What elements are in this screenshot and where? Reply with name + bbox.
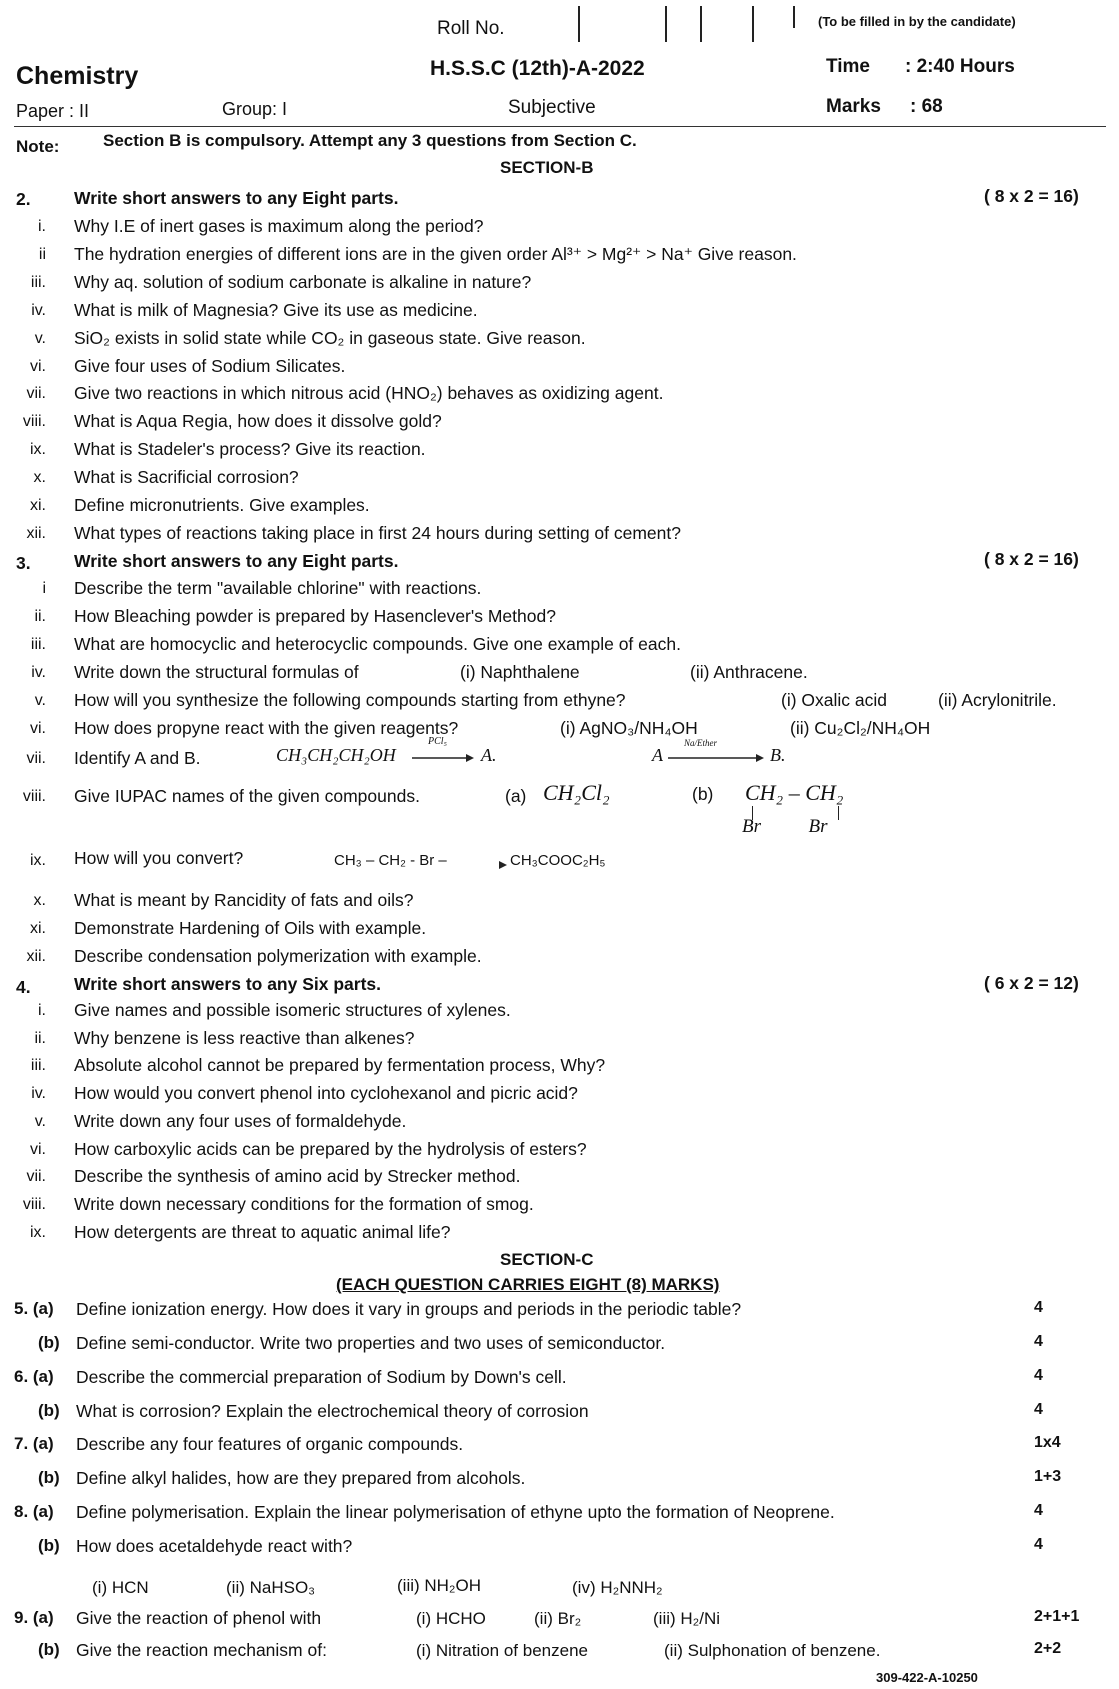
q3-part-6-num: vi. bbox=[30, 720, 46, 737]
q2-part-3-num: iii. bbox=[30, 273, 46, 291]
q2-part-1-num: i. bbox=[38, 218, 46, 235]
q3-part-2-num: ii. bbox=[34, 608, 46, 625]
q4-part-6-num: vi. bbox=[30, 1140, 46, 1158]
q4-number: 4. bbox=[16, 977, 31, 997]
q3-part-10-num: x. bbox=[33, 892, 46, 909]
q3-part-4-num: iv. bbox=[31, 664, 46, 681]
q8a-number: 8. (a) bbox=[14, 1502, 54, 1521]
q3-part-9: How will you convert? bbox=[74, 848, 244, 868]
subject-title: Chemistry bbox=[16, 62, 139, 90]
q3-part-11-num: xi. bbox=[30, 920, 46, 937]
q9b-opt-1: (i) Nitration of benzene bbox=[416, 1641, 588, 1660]
q3-part-1-num: i bbox=[42, 580, 46, 597]
q3-part-12: Describe condensation polymerization with example. bbox=[74, 946, 482, 966]
q8b-opt-4: (iv) H₂NNH₂ bbox=[572, 1578, 663, 1597]
q5b-number: (b) bbox=[38, 1333, 60, 1352]
q2-part-5-num: v. bbox=[34, 329, 46, 347]
note-text: Section B is compulsory. Attempt any 3 questions from Section C. bbox=[103, 131, 637, 150]
q8a-text: Define polymerisation. Explain the linear polymerisation of ethyne upto the formation of Neoprene. bbox=[76, 1502, 835, 1522]
q2-part-12-num: xii. bbox=[26, 524, 46, 542]
roll-note: (To be filled in by the candidate) bbox=[818, 14, 1016, 29]
q3-part-5-b: (ii) Acrylonitrile. bbox=[938, 690, 1057, 710]
paper-type: Subjective bbox=[508, 97, 596, 118]
q3-part-6: How does propyne react with the given reagents? bbox=[74, 718, 459, 738]
q4-part-2-num: ii. bbox=[34, 1029, 46, 1047]
q4-part-2: Why benzene is less reactive than alkenes? bbox=[74, 1027, 415, 1048]
time-value: : 2:40 Hours bbox=[905, 56, 1015, 77]
q9a-opt-2: (ii) Br₂ bbox=[534, 1609, 582, 1628]
roll-box-2 bbox=[665, 6, 667, 42]
section-c-title: SECTION-C bbox=[500, 1250, 594, 1269]
q3-part-5: How will you synthesize the following compounds starting from ethyne? bbox=[74, 690, 626, 710]
q3-part-6-a: (i) AgNO₃/NH₄OH bbox=[560, 718, 698, 738]
q2-part-8-num: viii. bbox=[22, 413, 46, 431]
q2-part-8: What is Aqua Regia, how does it dissolve gold? bbox=[74, 411, 442, 432]
q6a-text: Describe the commercial preparation of Sodium by Down's cell. bbox=[76, 1367, 567, 1387]
q9a-text: Give the reaction of phenol with bbox=[76, 1608, 322, 1628]
q3-part-7-reactant-2: A bbox=[652, 745, 663, 765]
q3-part-3: What are homocyclic and heterocyclic compounds. Give one example of each. bbox=[74, 634, 681, 654]
q4-part-8: Write down necessary conditions for the formation of smog. bbox=[74, 1193, 534, 1214]
q5a-number: 5. (a) bbox=[14, 1299, 54, 1318]
q3-part-8-num: viii. bbox=[22, 788, 46, 805]
q2-part-10: What is Sacrificial corrosion? bbox=[74, 467, 299, 488]
q3-part-2: How Bleaching powder is prepared by Hasenclever's Method? bbox=[74, 606, 556, 626]
q3-part-7-reagent-2: Na/Ether bbox=[684, 738, 717, 748]
q2-part-4: What is milk of Magnesia? Give its use as medicine. bbox=[74, 299, 478, 320]
q4-part-3: Absolute alcohol cannot be prepared by fermentation process, Why? bbox=[74, 1055, 606, 1076]
q3-part-8-b-top: CH₂ – CH₂ bbox=[745, 780, 844, 805]
q2-part-9: What is Stadeler's process? Give its reaction. bbox=[74, 439, 426, 460]
q3-part-12-num: xii. bbox=[26, 948, 46, 965]
marks-label: Marks bbox=[826, 96, 881, 117]
q4-part-6: How carboxylic acids can be prepared by the hydrolysis of esters? bbox=[74, 1138, 587, 1159]
q3-part-4: Write down the structural formulas of bbox=[74, 662, 359, 682]
q3-part-4-b: (ii) Anthracene. bbox=[690, 662, 808, 682]
time-label: Time bbox=[826, 56, 871, 77]
q7b-text: Define alkyl halides, how are they prepared from alcohols. bbox=[76, 1468, 526, 1488]
q7a-marks: 1x4 bbox=[1034, 1434, 1061, 1451]
arrow-right-icon bbox=[668, 753, 764, 763]
q2-part-4-num: iv. bbox=[31, 301, 46, 319]
q3-part-5-a: (i) Oxalic acid bbox=[781, 690, 887, 710]
arrow-right-icon bbox=[412, 753, 474, 763]
q3-part-9-num: ix. bbox=[30, 852, 46, 869]
q9b-text: Give the reaction mechanism of: bbox=[76, 1640, 327, 1660]
q3-heading: Write short answers to any Eight parts. bbox=[74, 551, 399, 571]
q3-part-5-num: v. bbox=[34, 692, 46, 709]
q2-number: 2. bbox=[16, 189, 31, 209]
q2-part-6: Give four uses of Sodium Silicates. bbox=[74, 355, 346, 376]
q9a-marks: 2+1+1 bbox=[1034, 1608, 1080, 1625]
q9b-marks: 2+2 bbox=[1034, 1640, 1062, 1657]
q4-part-4: How would you convert phenol into cyclohexanol and picric acid? bbox=[74, 1083, 578, 1104]
q4-part-5: Write down any four uses of formaldehyde. bbox=[74, 1110, 407, 1131]
q3-part-8-a-label: (a) bbox=[505, 786, 527, 806]
q3-part-1: Describe the term "available chlorine" with reactions. bbox=[74, 578, 482, 598]
q3-part-9-from: CH₃ – CH₂ - Br – bbox=[334, 852, 447, 869]
q3-part-11: Demonstrate Hardening of Oils with example. bbox=[74, 918, 427, 938]
q2-part-5: SiO₂ exists in solid state while CO₂ in gaseous state. Give reason. bbox=[74, 327, 586, 348]
footer-code: 309-422-A-10250 bbox=[876, 1670, 978, 1685]
q5a-marks: 4 bbox=[1034, 1299, 1043, 1316]
q4-part-4-num: iv. bbox=[31, 1085, 46, 1103]
q2-part-1: Why I.E of inert gases is maximum along the period? bbox=[74, 216, 484, 236]
q4-part-3-num: iii. bbox=[30, 1057, 46, 1075]
q9a-opt-1: (i) HCHO bbox=[416, 1609, 486, 1628]
q5b-text: Define semi-conductor. Write two properties and two uses of semiconductor. bbox=[76, 1333, 666, 1353]
q4-part-7: Describe the synthesis of amino acid by Strecker method. bbox=[74, 1166, 521, 1187]
q8b-number: (b) bbox=[38, 1536, 60, 1555]
q2-part-6-num: vi. bbox=[30, 357, 46, 375]
q3-part-8-a-formula: CH₂Cl₂ bbox=[543, 780, 610, 805]
section-c-subtitle: (EACH QUESTION CARRIES EIGHT (8) MARKS) bbox=[336, 1275, 720, 1294]
q2-part-7: Give two reactions in which nitrous acid (HNO₂) behaves as oxidizing agent. bbox=[74, 383, 664, 404]
q3-part-9-to: CH₃COOC₂H₅ bbox=[510, 852, 606, 869]
q6b-number: (b) bbox=[38, 1401, 60, 1420]
q2-part-3: Why aq. solution of sodium carbonate is alkaline in nature? bbox=[74, 271, 532, 292]
section-b-title: SECTION-B bbox=[500, 158, 594, 177]
arrow-right-icon bbox=[495, 860, 509, 870]
q3-part-9-arrow bbox=[495, 857, 509, 867]
q8b-marks: 4 bbox=[1034, 1536, 1043, 1553]
q3-part-7-arrow-1 bbox=[412, 750, 474, 760]
q5b-marks: 4 bbox=[1034, 1333, 1043, 1350]
roll-box-3 bbox=[700, 6, 702, 42]
q3-part-8-b-label: (b) bbox=[692, 784, 714, 804]
q2-part-9-num: ix. bbox=[30, 441, 46, 459]
q4-marks: ( 6 x 2 = 12) bbox=[984, 973, 1079, 993]
bond-line-2 bbox=[838, 806, 839, 820]
q2-marks: ( 8 x 2 = 16) bbox=[984, 186, 1079, 206]
q4-part-7-num: vii. bbox=[26, 1168, 46, 1186]
q3-marks: ( 8 x 2 = 16) bbox=[984, 549, 1079, 569]
q8a-marks: 4 bbox=[1034, 1502, 1043, 1519]
q2-heading: Write short answers to any Eight parts. bbox=[74, 188, 399, 208]
q4-part-8-num: viii. bbox=[22, 1195, 46, 1213]
q4-part-1: Give names and possible isomeric structures of xylenes. bbox=[74, 1000, 511, 1020]
q6a-marks: 4 bbox=[1034, 1367, 1043, 1384]
q2-part-2: The hydration energies of different ions are in the given order Al³⁺ > Mg²⁺ > Na⁺ Give reason. bbox=[74, 243, 797, 264]
q7b-number: (b) bbox=[38, 1468, 60, 1487]
q2-part-11: Define micronutrients. Give examples. bbox=[74, 495, 370, 515]
header-rule bbox=[14, 126, 1106, 127]
q4-heading: Write short answers to any Six parts. bbox=[74, 974, 381, 994]
q3-part-8-b-bottom: Br Br bbox=[742, 816, 828, 837]
q9b-opt-2: (ii) Sulphonation of benzene. bbox=[664, 1641, 881, 1660]
q2-part-11-num: xi. bbox=[30, 497, 46, 514]
q3-part-3-num: iii. bbox=[30, 636, 46, 653]
q7a-text: Describe any four features of organic compounds. bbox=[76, 1434, 464, 1454]
paper-label: Paper : II bbox=[16, 101, 90, 121]
q3-part-4-a: (i) Naphthalene bbox=[460, 662, 580, 682]
q3-part-7-num: vii. bbox=[26, 750, 46, 767]
q3-part-7-reactant: CH₃CH₂CH₂OH bbox=[276, 745, 396, 765]
q5a-text: Define ionization energy. How does it vary in groups and periods in the periodic table? bbox=[76, 1299, 742, 1319]
q2-part-2-num: ii bbox=[38, 245, 46, 263]
q8b-opt-2: (ii) NaHSO₃ bbox=[226, 1578, 316, 1597]
q8b-opt-3: (iii) NH₂OH bbox=[397, 1576, 482, 1595]
q4-part-5-num: v. bbox=[34, 1112, 46, 1130]
marks-value: : 68 bbox=[910, 96, 943, 117]
q8b-text: How does acetaldehyde react with? bbox=[76, 1536, 353, 1556]
q6b-text: What is corrosion? Explain the electrochemical theory of corrosion bbox=[76, 1401, 589, 1421]
q4-part-9: How detergents are threat to aquatic animal life? bbox=[74, 1221, 451, 1242]
group-label: Group: I bbox=[222, 99, 288, 119]
q7b-marks: 1+3 bbox=[1034, 1468, 1062, 1485]
q3-part-7-reagent-1: PCl₅ bbox=[428, 736, 448, 747]
q3-part-10: What is meant by Rancidity of fats and oils? bbox=[74, 890, 414, 910]
q8b-opt-1: (i) HCN bbox=[92, 1578, 149, 1597]
q6a-number: 6. (a) bbox=[14, 1367, 54, 1386]
q3-number: 3. bbox=[16, 553, 31, 573]
q3-part-7-product-2: B. bbox=[770, 745, 786, 765]
roll-box-5 bbox=[793, 6, 795, 28]
q4-part-1-num: i. bbox=[38, 1002, 46, 1019]
q9b-number: (b) bbox=[38, 1640, 60, 1659]
roll-box-1 bbox=[578, 6, 580, 42]
q4-part-9-num: ix. bbox=[30, 1223, 46, 1241]
q9a-number: 9. (a) bbox=[14, 1608, 54, 1627]
exam-title: H.S.S.C (12th)-A-2022 bbox=[430, 57, 645, 80]
q3-part-8: Give IUPAC names of the given compounds. bbox=[74, 786, 420, 806]
roll-box-4 bbox=[752, 6, 754, 42]
q3-part-7-arrow-2 bbox=[668, 750, 764, 760]
q6b-marks: 4 bbox=[1034, 1401, 1043, 1418]
q9a-opt-3: (iii) H₂/Ni bbox=[653, 1609, 721, 1628]
q2-part-7-num: vii. bbox=[26, 385, 46, 403]
q2-part-10-num: x. bbox=[33, 469, 46, 487]
q3-part-6-b: (ii) Cu₂Cl₂/NH₄OH bbox=[790, 718, 931, 738]
note-label: Note: bbox=[16, 137, 60, 156]
roll-no-label: Roll No. bbox=[437, 18, 505, 39]
q3-part-7: Identify A and B. bbox=[74, 748, 201, 768]
q3-part-7-product-1: A. bbox=[481, 745, 497, 765]
q2-part-12: What types of reactions taking place in first 24 hours during setting of cement? bbox=[74, 522, 681, 543]
q7a-number: 7. (a) bbox=[14, 1434, 54, 1453]
